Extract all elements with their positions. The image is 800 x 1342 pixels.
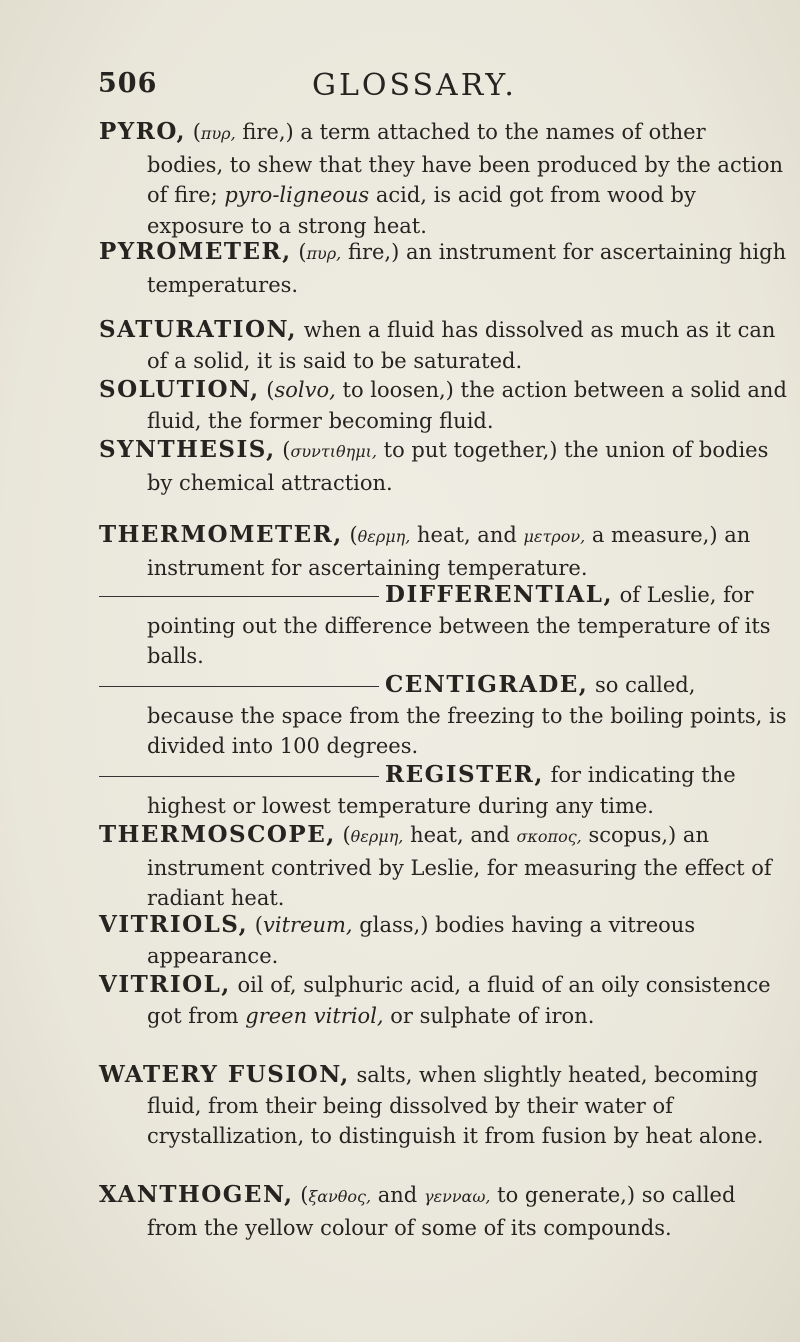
- greek-etymon: συντιθημι,: [290, 442, 377, 461]
- entry-definition: a term attached to the names of other bodies, to shew that they have been produced by the action of fire;: [147, 120, 784, 207]
- ditto-rule: [99, 596, 379, 597]
- glossary-entry-thermoscope: THERMOSCOPE, (θερμη, heat, and σκοπος, scopus,) an instrument contrived by Leslie, for measuring the effect of radiant heat.: [99, 821, 772, 910]
- page-header: [0, 68, 800, 108]
- entry-term: THERMOMETER,: [99, 521, 343, 548]
- greek-etymon: θερμη,: [357, 527, 411, 546]
- glossary-entry-thermometer: THERMOMETER, (θερμη, heat, and μετρον, a measure,) an instrument for ascertaining temperature.: [99, 521, 751, 580]
- greek-etymon: πυρ,: [306, 244, 342, 263]
- glossary-entry-saturation: [99, 315, 787, 376]
- entry-definition: an instrument for ascertaining high temperatures.: [147, 240, 787, 297]
- glossary-entry-pyro: PYRO, (πυρ, fire,) a term attached to the names of other bodies, to shew that they have been produced by the action of fire; pyro-ligneous acid, is acid got from wood by exposure to a strong heat.: [99, 118, 784, 238]
- entry-term: VITRIOLS,: [99, 911, 249, 938]
- entry-definition: for indicating the highest or lowest temperature during any time.: [147, 763, 736, 818]
- greek-etymon: μετρον,: [523, 527, 586, 546]
- entry-term: REGISTER,: [385, 761, 544, 788]
- greek-etymon: πυρ,: [200, 124, 236, 143]
- glossary-entry-vitriol: VITRIOL, oil of, sulphuric acid, a fluid of an oily consistence got from green vitriol, or sulphate of iron.: [99, 971, 771, 1028]
- entry-term: SYNTHESIS,: [99, 436, 276, 463]
- greek-etymon: γενναω,: [423, 1187, 491, 1206]
- entry-term: SOLUTION,: [99, 376, 260, 403]
- glossary-entry-register: [99, 760, 787, 821]
- entry-term: VITRIOL,: [99, 971, 231, 998]
- entry-definition: oil of, sulphuric acid, a fluid of an oily consistence got from: [147, 973, 771, 1028]
- entry-term: CENTIGRADE,: [385, 671, 589, 698]
- entry-definition: so called, because the space from the freezing to the boiling points, is divided into 100 degrees.: [147, 673, 787, 758]
- entry-term: PYRO,: [99, 118, 187, 145]
- ditto-rule: [99, 776, 379, 777]
- page-number: 506: [98, 68, 158, 99]
- running-title: GLOSSARY.: [312, 68, 517, 103]
- entry-term: XANTHOGEN,: [99, 1181, 294, 1208]
- entry-definition: an instrument contrived by Leslie, for measuring the effect of radiant heat.: [147, 823, 772, 910]
- ditto-rule: [99, 686, 379, 687]
- glossary-entry-watery-fusion: [99, 1060, 787, 1152]
- entry-definition: so called from the yellow colour of some of its compounds.: [147, 1183, 736, 1240]
- greek-etymon: σκοπος,: [516, 827, 582, 846]
- glossary-entry-differential: [99, 580, 787, 672]
- entry-definition: salts, when slightly heated, becoming fluid, from their being dissolved by their water of crystallization, to distinguish it from fusion by heat alone.: [147, 1063, 764, 1148]
- latin-etymon: solvo,: [274, 378, 336, 402]
- glossary-entry-centigrade: [99, 670, 787, 762]
- entry-definition: when a fluid has dissolved as much as it can of a solid, it is said to be saturated.: [147, 318, 776, 373]
- entry-definition: the action between a solid and fluid, the former becoming fluid.: [147, 378, 787, 433]
- entry-term: THERMOSCOPE,: [99, 821, 336, 848]
- latin-etymon: vitreum,: [263, 913, 353, 937]
- entry-term: PYROMETER,: [99, 238, 292, 265]
- entry-definition: of Leslie, for pointing out the difference between the temperature of its balls.: [147, 583, 771, 668]
- entry-term: DIFFERENTIAL,: [385, 581, 613, 608]
- entry-term: SATURATION,: [99, 316, 298, 343]
- glossary-entry-vitriols: VITRIOLS, (vitreum, glass,) bodies having a vitreous appearance.: [99, 911, 696, 968]
- glossary-entry-xanthogen: XANTHOGEN, (ξανθος, and γενναω, to generate,) so called from the yellow colour of some of its compounds.: [99, 1181, 736, 1240]
- entry-term: WATERY FUSION,: [99, 1061, 350, 1088]
- entry-definition: an instrument for ascertaining temperature.: [147, 523, 751, 580]
- glossary-entry-synthesis: SYNTHESIS, (συντιθημι, to put together,) the union of bodies by chemical attraction.: [99, 436, 769, 495]
- glossary-entry-solution: SOLUTION, (solvo, to loosen,) the action between a solid and fluid, the former becoming fluid.: [99, 376, 787, 433]
- glossary-entry-pyrometer: PYROMETER, (πυρ, fire,) an instrument for ascertaining high temperatures.: [99, 238, 787, 297]
- greek-etymon: ξανθος,: [308, 1187, 372, 1206]
- entry-definition: the union of bodies by chemical attraction.: [147, 438, 769, 495]
- entry-definition: bodies having a vitreous appearance.: [147, 913, 696, 968]
- greek-etymon: θερμη,: [350, 827, 404, 846]
